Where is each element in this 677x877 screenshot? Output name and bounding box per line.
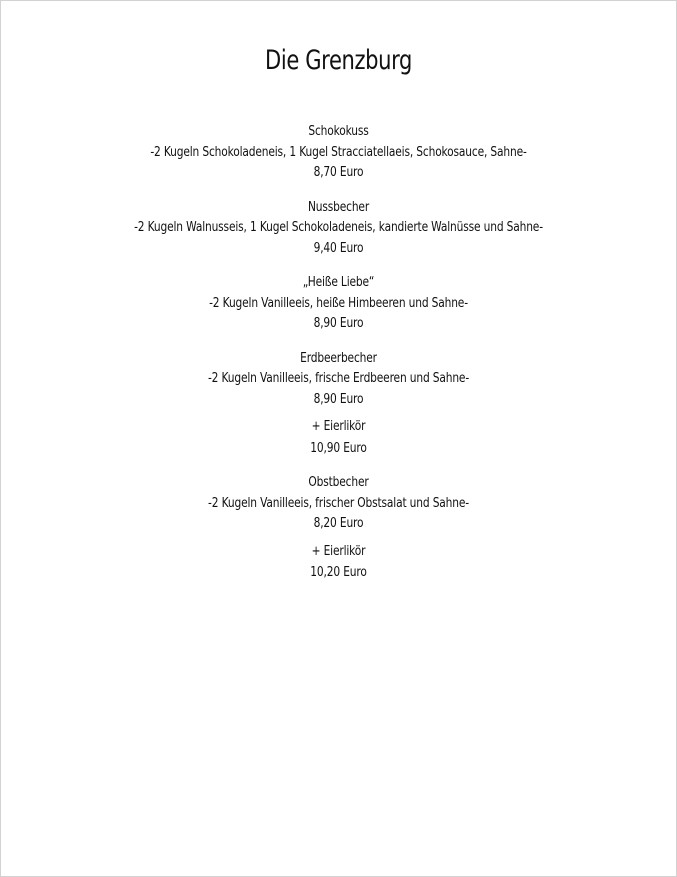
- item-name: Schokokuss: [308, 124, 369, 139]
- page-title: Die Grenzburg: [265, 45, 412, 76]
- item-name: „Heiße Liebe“: [302, 275, 375, 290]
- item-price: 9,40 Euro: [313, 240, 364, 256]
- item-name: Obstbecher: [308, 475, 369, 490]
- item-description: -2 Kugeln Vanilleeis, heiße Himbeeren und Sahne-: [209, 295, 468, 311]
- item-name: Nussbecher: [307, 199, 370, 215]
- extra-price: 10,20 Euro: [310, 565, 367, 580]
- item-price: 8,90 Euro: [313, 316, 364, 331]
- item-extra: [1, 416, 676, 459]
- item-description: -2 Kugeln Schokoladeneis, 1 Kugel Stracciatellaeis, Schokosauce, Sahne-: [150, 144, 527, 160]
- menu-item-schokokuss: [1, 122, 676, 184]
- item-price: 8,90 Euro: [313, 391, 364, 407]
- extra-price: 10,90 Euro: [310, 440, 367, 456]
- item-extra: [1, 541, 676, 584]
- menu-item-nussbecher: [1, 198, 676, 260]
- item-name: Erdbeerbecher: [300, 350, 377, 366]
- menu-item-obstbecher: [1, 473, 676, 584]
- extra-label: + Eierlikör: [311, 419, 366, 434]
- extra-label: + Eierlikör: [311, 543, 366, 559]
- item-price: 8,20 Euro: [313, 516, 364, 531]
- menu-item-erdbeerbecher: [1, 349, 676, 460]
- menu-item-heisse-liebe: [1, 273, 676, 335]
- item-description: -2 Kugeln Walnusseis, 1 Kugel Schokoladeneis, kandierte Walnüsse und Sahne-: [134, 220, 543, 235]
- item-description: -2 Kugeln Vanilleeis, frische Erdbeeren und Sahne-: [207, 371, 470, 386]
- item-description: -2 Kugeln Vanilleeis, frischer Obstsalat und Sahne-: [208, 495, 469, 511]
- item-price: 8,70 Euro: [313, 165, 364, 180]
- menu-list: [1, 122, 676, 598]
